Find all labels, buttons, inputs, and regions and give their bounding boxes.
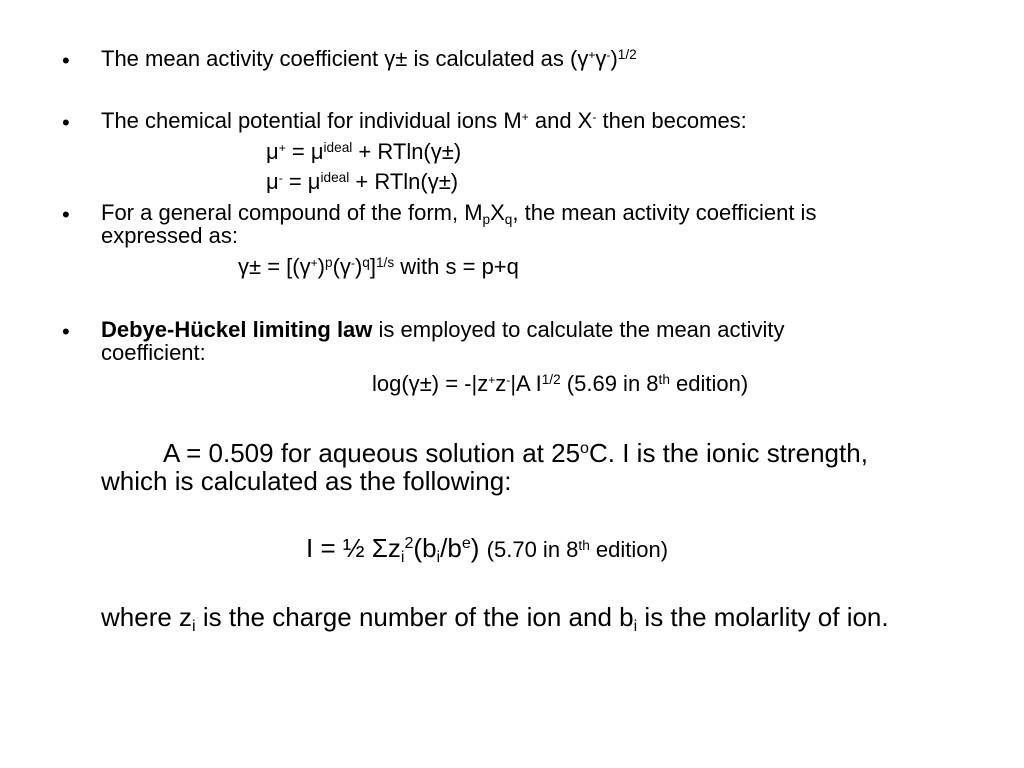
debye-huckel-line-2: coefficient: <box>101 340 206 365</box>
general-compound-line-1: For a general compound of the form, $M_pX_q$, the mean activity coefficient is <box>101 200 817 228</box>
debye-huckel-equation: log(γ±) = -|z+z-|A $I^{1/2}$ (5.69 in 8th edition) <box>372 371 749 396</box>
bullet-2: • <box>62 110 70 135</box>
ionic-strength-reference: (5.70 in 8th edition) <box>486 537 669 562</box>
mu-minus-equation: $\mu^- = \mu^{ideal} + RTln(\gamma\pm)$ <box>266 169 459 194</box>
debye-huckel-line-1: Debye-Hückel limiting law is employed to calculate the mean activity <box>101 317 785 342</box>
debye-huckel-term: Debye-Hückel limiting law <box>101 317 373 342</box>
charge-number-definition: where $z_i$ is the charge number of the ion and $b_i$ is the molarlity of ion. <box>101 602 889 635</box>
general-compound-line-2: expressed as: <box>101 223 238 248</box>
bullet-3: • <box>62 202 70 227</box>
bullet-4: • <box>62 319 70 344</box>
mean-activity-line: The mean activity coefficient γ± is calculated as $(\gamma^+\gamma^-)^{1/2}$ <box>101 46 637 71</box>
sigma-symbol: Σ <box>371 533 388 563</box>
constant-a-line-1: A = 0.509 for aqueous solution at 25$^o$C. I is the ionic strength, <box>163 438 868 468</box>
ionic-strength-equation: I = ½ $\Sigma z_i^2(b_i/b^e)$ (5.70 in 8th edition) <box>306 533 669 566</box>
mean-activity-general-equation: $\gamma\pm = [(\gamma^+)^p(\gamma^-)^q]^{1/s}$ with s = p+q <box>238 254 519 279</box>
mu-plus-equation: $\mu^+ = \mu^{ideal} + RTln(\gamma\pm)$ <box>266 139 462 164</box>
chemical-potential-line: The chemical potential for individual ions M+ and X- then becomes: <box>101 108 747 133</box>
bullet-1: • <box>62 48 70 73</box>
constant-a-line-2: which is calculated as the following: <box>101 466 512 496</box>
